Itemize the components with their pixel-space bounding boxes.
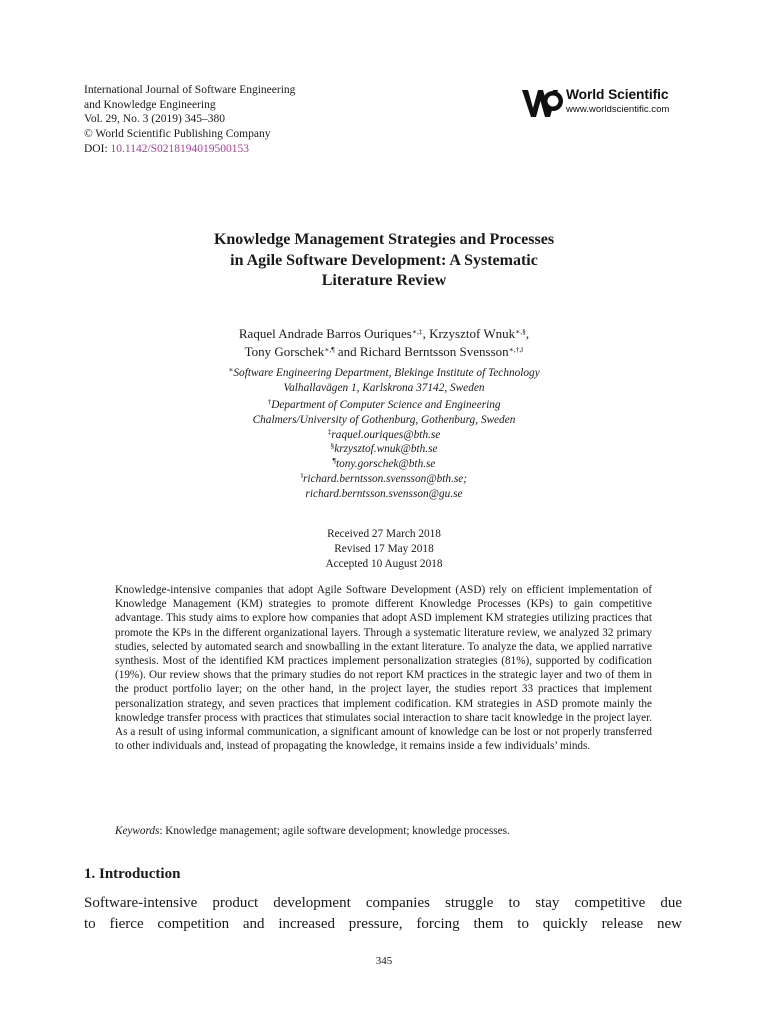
publisher-name: World Scientific	[566, 87, 669, 102]
email-line	[84, 442, 684, 457]
section-body	[84, 893, 682, 935]
email-mark: ¶	[332, 456, 336, 466]
body-line: to fierce competition and increased pressure, forcing them to quickly release new	[84, 916, 682, 932]
doi-link[interactable]: 10.1142/S0218194019500153	[110, 142, 250, 155]
affiliation-line: Department of Computer Science and Engineering	[271, 399, 501, 411]
email-mark: ‡	[327, 426, 332, 436]
page-number: 345	[375, 955, 393, 967]
email-line	[84, 487, 684, 502]
author-name: Krzysztof Wnuk	[429, 326, 516, 341]
affiliation-line: Chalmers/University of Gothenburg, Gothenburg, Sweden	[252, 413, 516, 426]
email-line	[84, 428, 684, 443]
doi-line	[84, 142, 295, 157]
affiliation-line: Software Engineering Department, Blekinge Institute of Technology	[233, 367, 540, 379]
author-marks: ∗,†,‖	[508, 345, 524, 354]
affiliation-1	[84, 366, 684, 396]
received-date: Received 27 March 2018	[327, 528, 441, 540]
authors-line-2	[84, 343, 684, 361]
email-mark: ‖	[300, 470, 304, 480]
authors-line-1	[84, 325, 684, 343]
author-conjunction: and	[334, 344, 360, 359]
affiliation-line: Valhallavägen 1, Karlskrona 37142, Sweden	[283, 381, 485, 394]
publisher-logo	[520, 84, 690, 124]
keywords-text: Knowledge management; agile software development; knowledge processes.	[165, 825, 510, 837]
title-line-3: Literature Review	[321, 272, 447, 289]
keywords-label: Keywords	[115, 825, 160, 837]
doi-label: DOI:	[84, 142, 111, 155]
section-heading: 1. Introduction	[84, 866, 181, 882]
email-link[interactable]: raquel.ouriques@bth.se	[331, 428, 441, 441]
submission-dates	[84, 527, 684, 571]
abstract: Knowledge-intensive companies that adopt Agile Software Development (ASD) rely on efficient implementation of Knowledge Management (KM) strategies to promote different Knowledge Processes (KPs) to gain competitive advantage. This study aims to explore how companies that adopt ASD implement KM strategies utilizing practices that promote the KPs in the different organizational layers. Through a systematic literature review, we analyzed 32 primary studies, selected by automated search and snowballing in the extant literature. To analyze the data, we applied narrative synthesis. Most of the identified KM practices implement personalization strategies (81%), supported by codification (19%). Our review shows that the primary studies do not report KM practices in the strategic layer and two of them in the product portfolio layer; on the other hand, in the project layer, the studies report 33 practices that implement personalization strategy, and seven practices that implement codification. KM strategies in ASD promote mainly the knowledge transfer process with practices that stimulates social interaction to share tacit knowledge in the project layer. As a result of using informal communication, a significant amount of knowledge can be lost or not properly transferred to other individuals and, instead of propagating the knowledge, it remains inside a few individuals’ minds.	[115, 584, 652, 753]
world-scientific-logo-icon	[520, 84, 564, 120]
keywords	[115, 824, 652, 838]
title-line-1: Knowledge Management Strategies and Processes	[213, 231, 555, 248]
email-line	[84, 457, 684, 472]
email-link[interactable]: richard.berntsson.svensson@gu.se	[305, 487, 463, 500]
author-list	[84, 325, 684, 361]
author-name: Richard Berntsson Svensson	[359, 344, 509, 359]
email-mark: §	[330, 441, 335, 451]
affiliation-mark: ∗	[228, 365, 234, 374]
journal-info	[84, 83, 295, 157]
keywords-separator: :	[159, 825, 166, 837]
journal-volume: Vol. 29, No. 3 (2019) 345–380	[84, 113, 225, 126]
affiliation-mark: †	[267, 397, 272, 406]
author-separator: ,	[525, 326, 530, 341]
author-name: Raquel Andrade Barros Ouriques	[238, 326, 412, 341]
journal-name-line-1: International Journal of Software Engineering	[84, 84, 296, 96]
paper-title	[84, 230, 684, 292]
author-marks: ∗,¶	[324, 345, 335, 354]
revised-date: Revised 17 May 2018	[334, 542, 434, 555]
body-line: Software-intensive product development companies struggle to stay competitive due	[84, 895, 682, 911]
author-marks: ∗,§	[515, 327, 526, 336]
accepted-date: Accepted 10 August 2018	[325, 557, 443, 570]
email-link[interactable]: krzysztof.wnuk@bth.se	[334, 443, 438, 456]
copyright-line: © World Scientific Publishing Company	[84, 128, 271, 141]
author-marks: ∗,‡	[411, 327, 423, 336]
email-link[interactable]: tony.gorschek@bth.se	[335, 458, 436, 471]
publisher-url[interactable]: www.worldscientific.com	[566, 104, 670, 115]
email-line	[84, 472, 684, 487]
affiliation-2	[84, 398, 684, 502]
author-separator: ,	[422, 326, 430, 341]
title-line-2: in Agile Software Development: A Systematic	[230, 251, 538, 269]
journal-name-line-2: and Knowledge Engineering	[84, 98, 216, 111]
email-link[interactable]: richard.berntsson.svensson@bth.se;	[303, 472, 468, 485]
author-name: Tony Gorschek	[244, 344, 325, 359]
